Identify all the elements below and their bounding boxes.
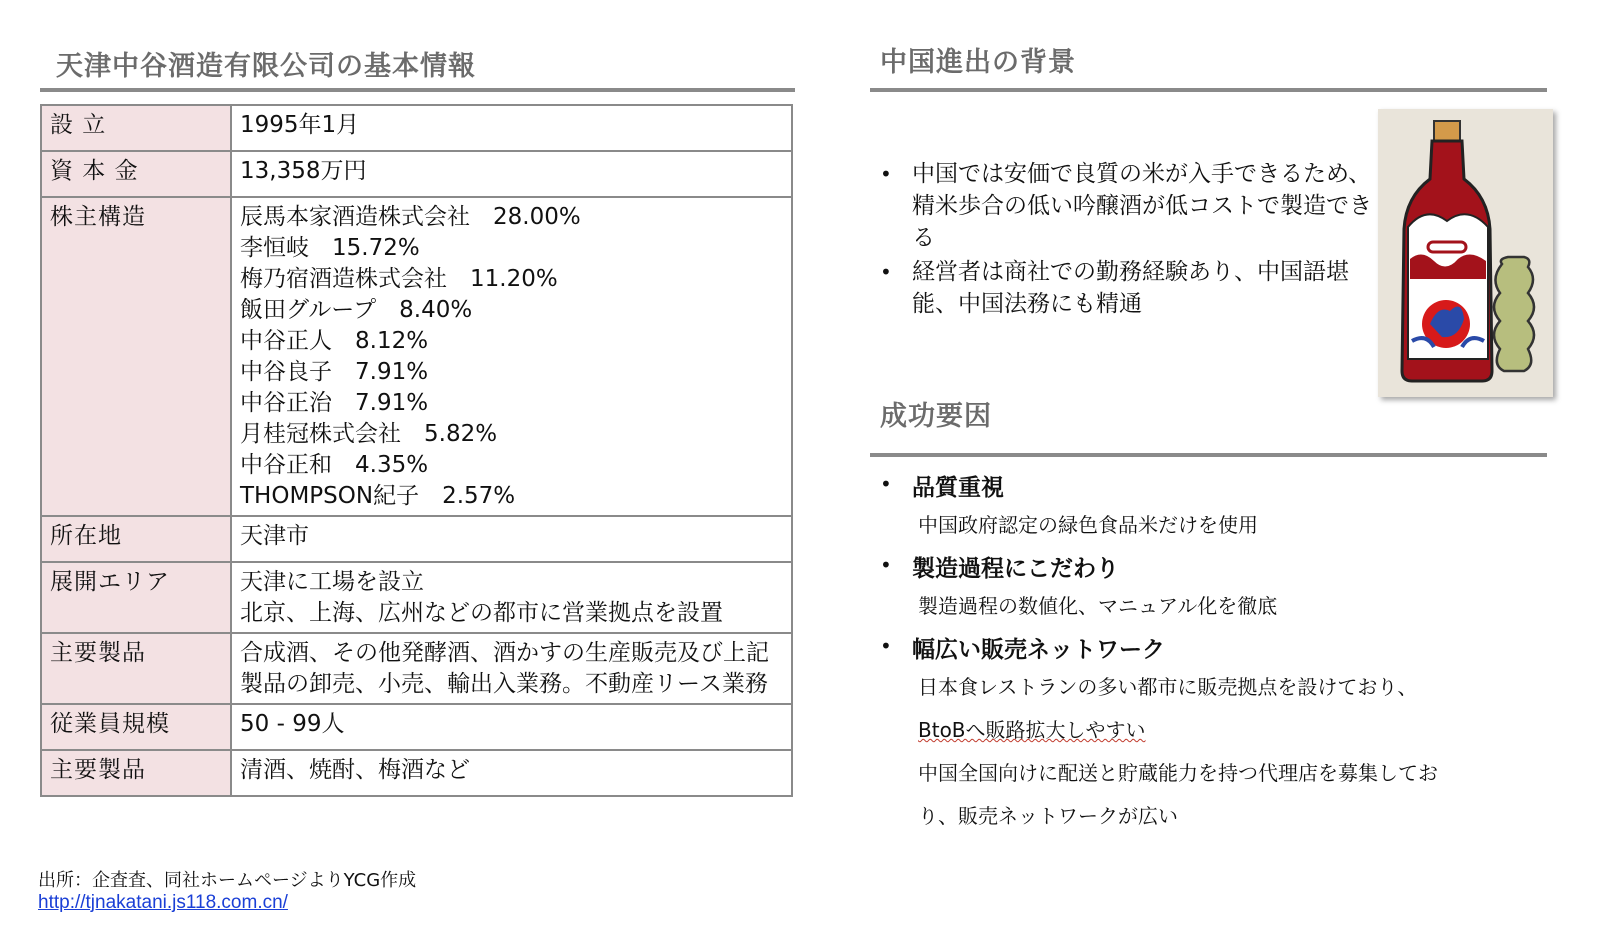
table-row (41, 197, 792, 516)
table-row (41, 562, 792, 633)
shareholder-item: 中谷良子 7.91% (240, 359, 429, 385)
shareholder-item: 中谷正治 7.91% (240, 390, 429, 416)
background-rule (870, 88, 1547, 92)
success-item-desc: 日本食レストランの多い都市に販売拠点を設けており、 (918, 675, 1418, 699)
list-item (878, 472, 1558, 547)
row-label: 従業員規模 (41, 704, 231, 750)
success-item-desc: り、販売ネットワークが広い (918, 804, 1178, 828)
table-row (41, 633, 792, 704)
shareholder-list (231, 197, 792, 516)
list-item (878, 553, 1558, 628)
table-row (41, 750, 792, 796)
row-label: 設 立 (41, 105, 231, 151)
row-label: 株主構造 (41, 197, 231, 516)
success-item-desc: BtoBへ販路拡大しやすい (918, 718, 1146, 742)
shareholder-item: 梅乃宿酒造株式会社 11.20% (240, 266, 558, 292)
row-value: 清酒、焼酎、梅酒など (231, 750, 792, 796)
row-label: 資 本 金 (41, 151, 231, 197)
success-list (878, 472, 1558, 838)
success-item-head: • 製造過程にこだわり (912, 556, 1119, 582)
table-row (41, 516, 792, 562)
success-item-desc: 中国政府認定の緑色食品米だけを使用 (918, 513, 1258, 537)
sake-bottle-image (1378, 109, 1553, 397)
success-item-head: • 品質重視 (912, 475, 1004, 501)
shareholder-item: 李恒岐 15.72% (240, 235, 420, 261)
company-info-rule (40, 88, 795, 92)
shareholder-item: 月桂冠株式会社 5.82% (240, 421, 498, 447)
success-item-head: • 幅広い販売ネットワーク (912, 637, 1165, 663)
background-title: 中国進出の背景 (880, 47, 1076, 78)
success-title: 成功要因 (880, 401, 992, 432)
row-value: 13,358万円 (231, 151, 792, 197)
sake-bottle-icon (1378, 109, 1553, 397)
list-item: • 経営者は商社での勤務経験あり、中国語堪能、中国法務にも精通 (878, 256, 1378, 320)
success-rule (870, 453, 1547, 457)
row-value: 天津市 (231, 516, 792, 562)
list-item (878, 634, 1558, 838)
company-info-title: 天津中谷酒造有限公司の基本情報 (56, 51, 476, 82)
table-row (41, 151, 792, 197)
success-item-desc: 製造過程の数値化、マニュアル化を徹底 (918, 594, 1278, 618)
row-label: 所在地 (41, 516, 231, 562)
company-info-table (40, 104, 793, 797)
row-value: 天津に工場を設立 北京、上海、広州などの都市に営業拠点を設置 (231, 562, 792, 633)
source-link[interactable]: http://tjnakatani.js118.com.cn/ (38, 892, 288, 913)
list-item: • 中国では安価で良質の米が入手できるため、精米歩合の低い吟醸酒が低コストで製造できる (878, 158, 1378, 254)
shareholder-item: THOMPSON紀子 2.57% (240, 483, 516, 509)
success-item-desc: 中国全国向けに配送と貯蔵能力を持つ代理店を募集してお (918, 761, 1438, 785)
shareholder-item: 辰馬本家酒造株式会社 28.00% (240, 204, 581, 230)
row-value: 1995年1月 (231, 105, 792, 151)
row-value: 50 - 99人 (231, 704, 792, 750)
table-row (41, 105, 792, 151)
row-label: 展開エリア (41, 562, 231, 633)
background-list (878, 158, 1378, 320)
source-note: 出所：企査査、同社ホームページよりYCG作成 (38, 870, 417, 891)
row-label: 主要製品 (41, 633, 231, 704)
shareholder-item: 中谷正人 8.12% (240, 328, 429, 354)
shareholder-item: 飯田グループ 8.40% (240, 297, 473, 323)
table-row (41, 704, 792, 750)
shareholder-item: 中谷正和 4.35% (240, 452, 429, 478)
row-label: 主要製品 (41, 750, 231, 796)
row-value: 合成酒、その他発酵酒、酒かすの生産販売及び上記製品の卸売、小売、輸出入業務。不動産リース業務 (231, 633, 792, 704)
